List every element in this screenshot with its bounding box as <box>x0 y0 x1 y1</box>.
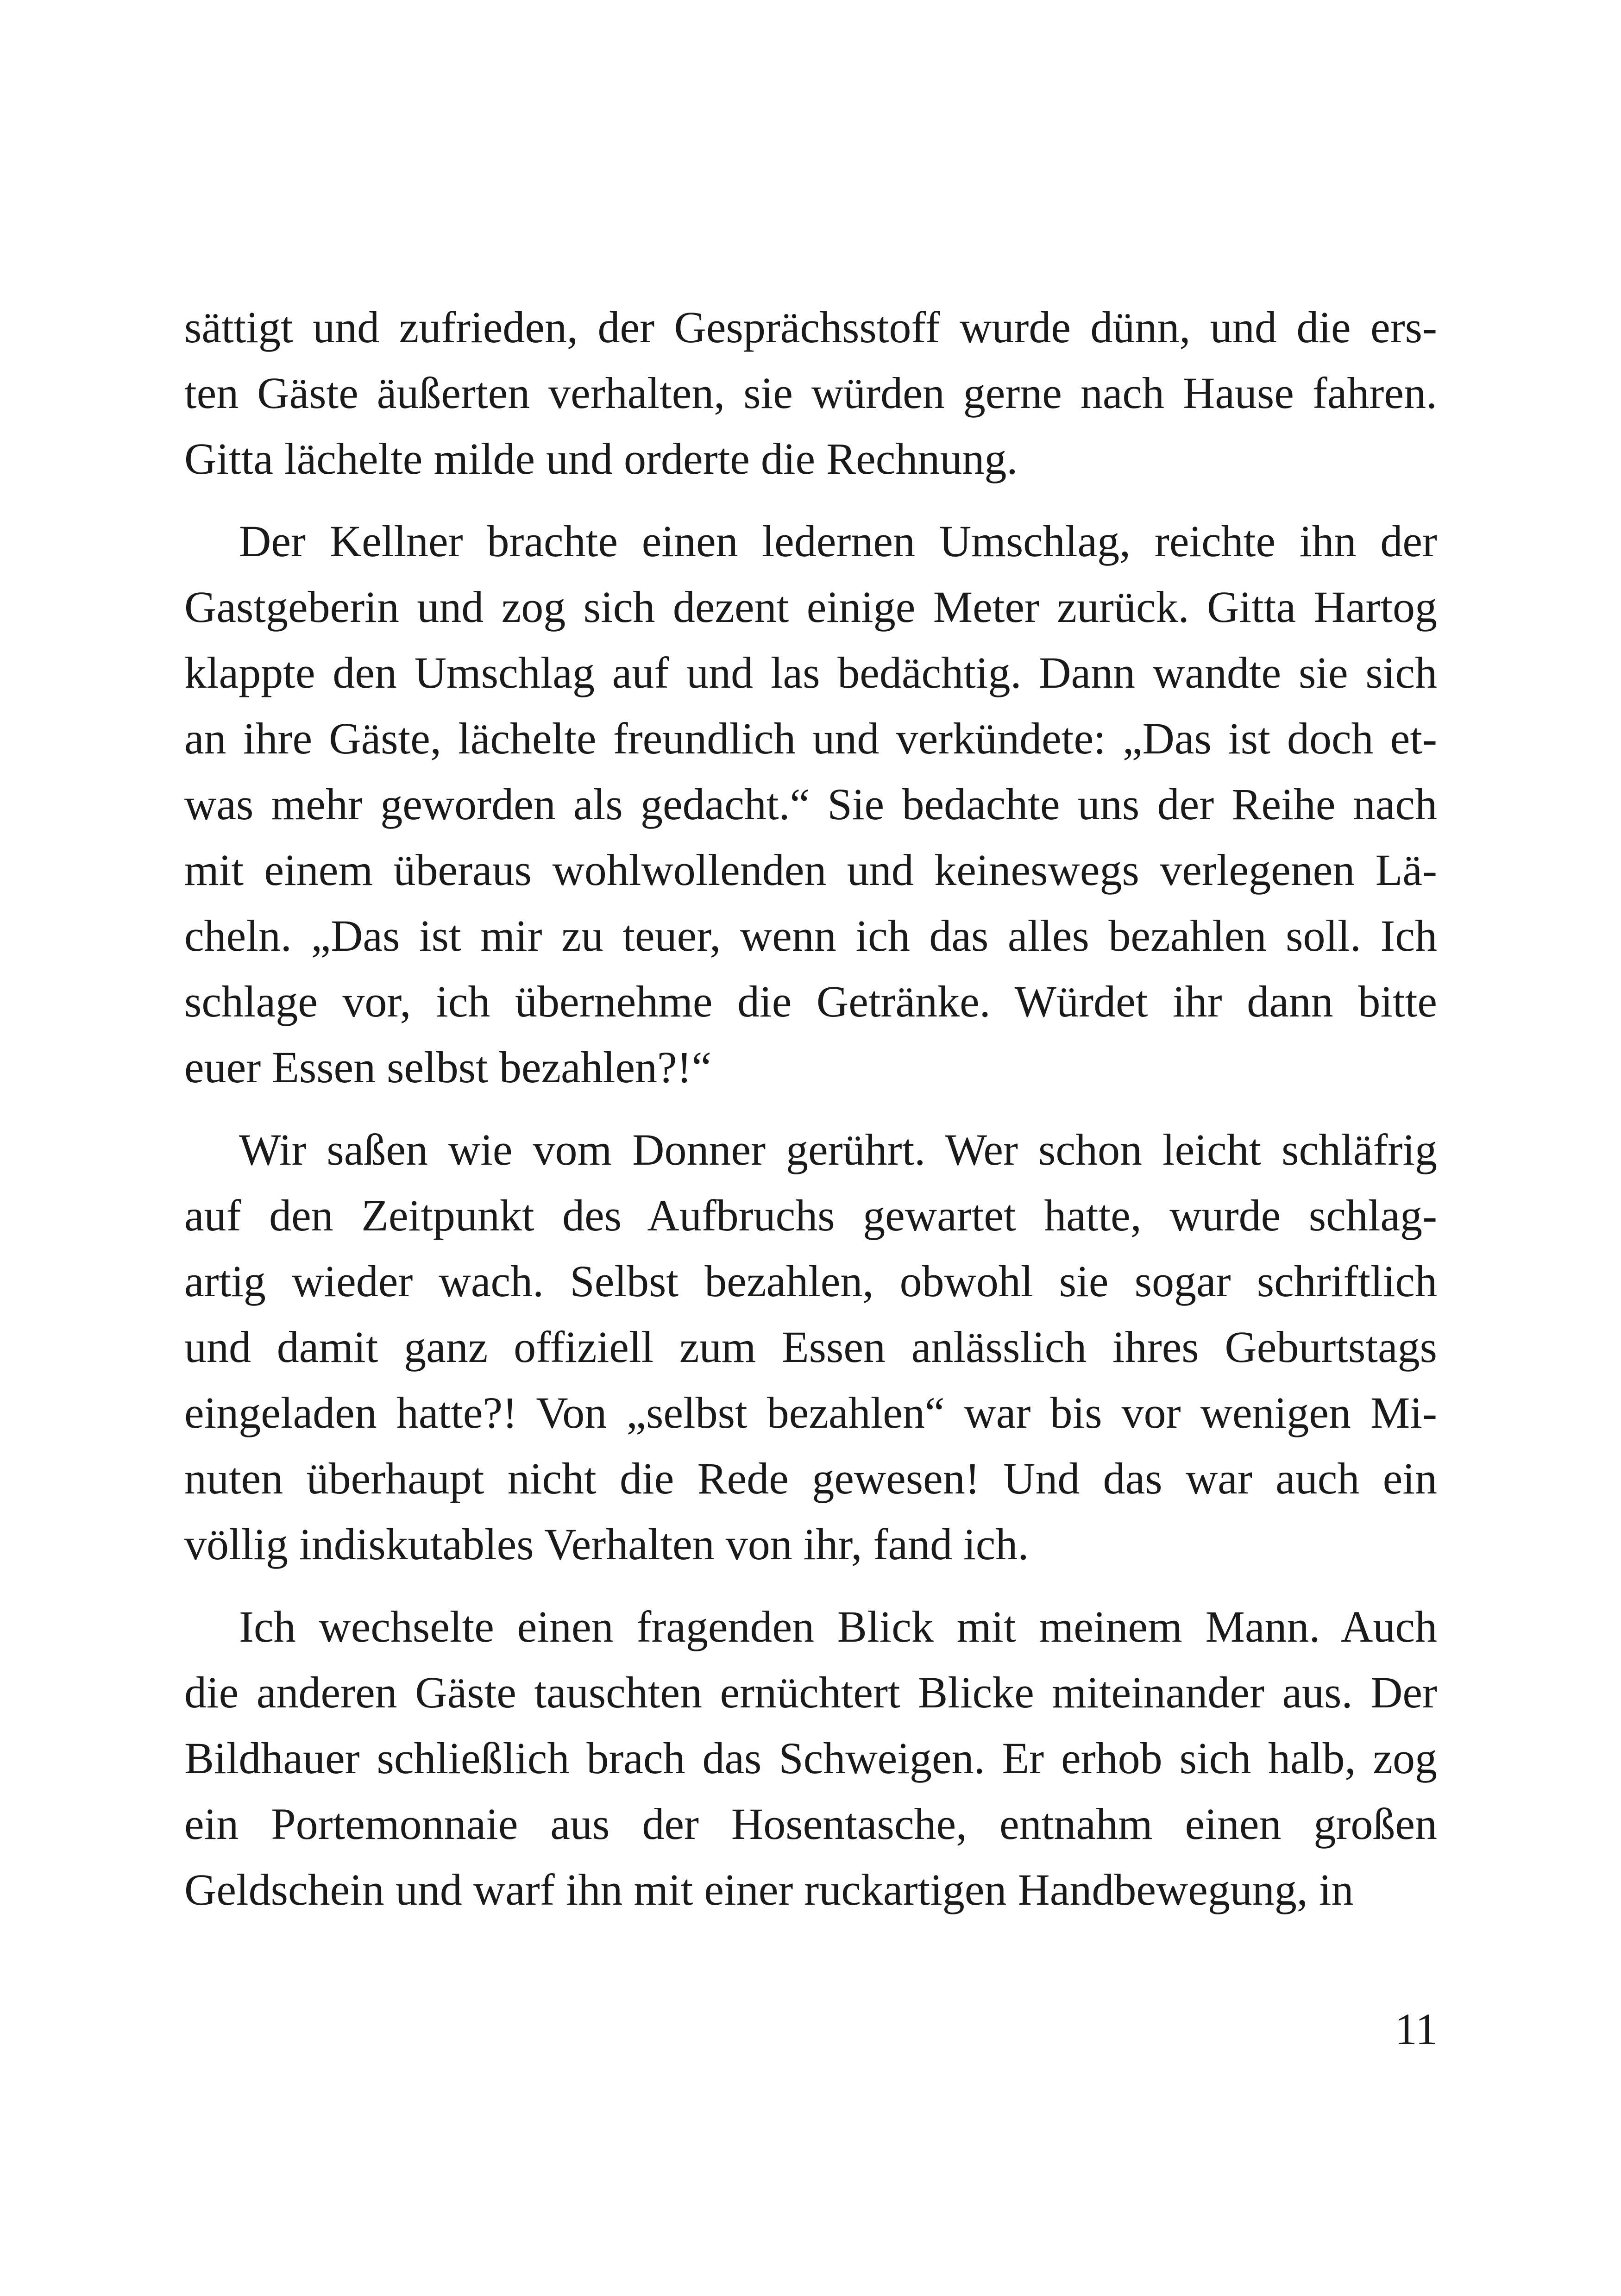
text-line: nuten überhaupt nicht die Rede gewesen! Und das war auch ein <box>184 1454 1437 1503</box>
text-line: Bildhauer schließlich brach das Schweigen. Er erhob sich halb, zog <box>184 1733 1437 1783</box>
text-line: sättigt und zufrieden, der Gesprächsstoff wurde dünn, und die ers- <box>184 302 1437 352</box>
text-line: an ihre Gäste, lächelte freundlich und verkündete: „Das ist doch et- <box>184 714 1437 763</box>
text-line: cheln. „Das ist mir zu teuer, wenn ich das alles bezahlen soll. Ich <box>184 911 1437 960</box>
text-line: auf den Zeitpunkt des Aufbruchs gewartet hatte, wurde schlag- <box>184 1191 1437 1240</box>
paragraph <box>184 508 1437 1100</box>
text-line: Ich wechselte einen fragenden Blick mit meinem Mann. Auch <box>239 1602 1437 1651</box>
paragraph <box>184 1594 1437 1923</box>
text-line: und damit ganz offiziell zum Essen anlässlich ihres Geburtstags <box>184 1322 1437 1372</box>
text-line: ten Gäste äußerten verhalten, sie würden gerne nach Hause fahren. <box>184 368 1437 418</box>
text-line: klappte den Umschlag auf und las bedächtig. Dann wandte sie sich <box>184 648 1437 697</box>
text-line: schlage vor, ich übernehme die Getränke. Würdet ihr dann bitte <box>184 977 1437 1026</box>
text-line: Gitta lächelte milde und orderte die Rechnung. <box>184 434 1018 483</box>
text-line: Wir saßen wie vom Donner gerührt. Wer schon leicht schläfrig <box>239 1125 1437 1174</box>
text-line: was mehr geworden als gedacht.“ Sie bedachte uns der Reihe nach <box>184 779 1437 829</box>
text-line: euer Essen selbst bezahlen?!“ <box>184 1042 712 1092</box>
paragraph <box>184 1117 1437 1577</box>
text-line: Gastgeberin und zog sich dezent einige Meter zurück. Gitta Hartog <box>184 582 1437 632</box>
body-text <box>184 295 1437 1923</box>
text-line: völlig indiskutables Verhalten von ihr, fand ich. <box>184 1519 1029 1569</box>
text-line: mit einem überaus wohlwollenden und keineswegs verlegenen Lä- <box>184 845 1437 895</box>
paragraph <box>184 295 1437 492</box>
text-line: Der Kellner brachte einen ledernen Umschlag, reichte ihn der <box>239 516 1437 566</box>
page-number: 11 <box>1395 2004 1438 2054</box>
text-line: die anderen Gäste tauschten ernüchtert Blicke miteinander aus. Der <box>184 1668 1437 1717</box>
text-line: artig wieder wach. Selbst bezahlen, obwohl sie sogar schriftlich <box>184 1256 1437 1306</box>
text-line: eingeladen hatte?! Von „selbst bezahlen“ war bis vor wenigen Mi- <box>184 1388 1437 1437</box>
text-line: ein Portemonnaie aus der Hosentasche, entnahm einen großen <box>184 1799 1437 1849</box>
text-line: Geldschein und warf ihn mit einer ruckartigen Handbewegung, in <box>184 1865 1354 1914</box>
